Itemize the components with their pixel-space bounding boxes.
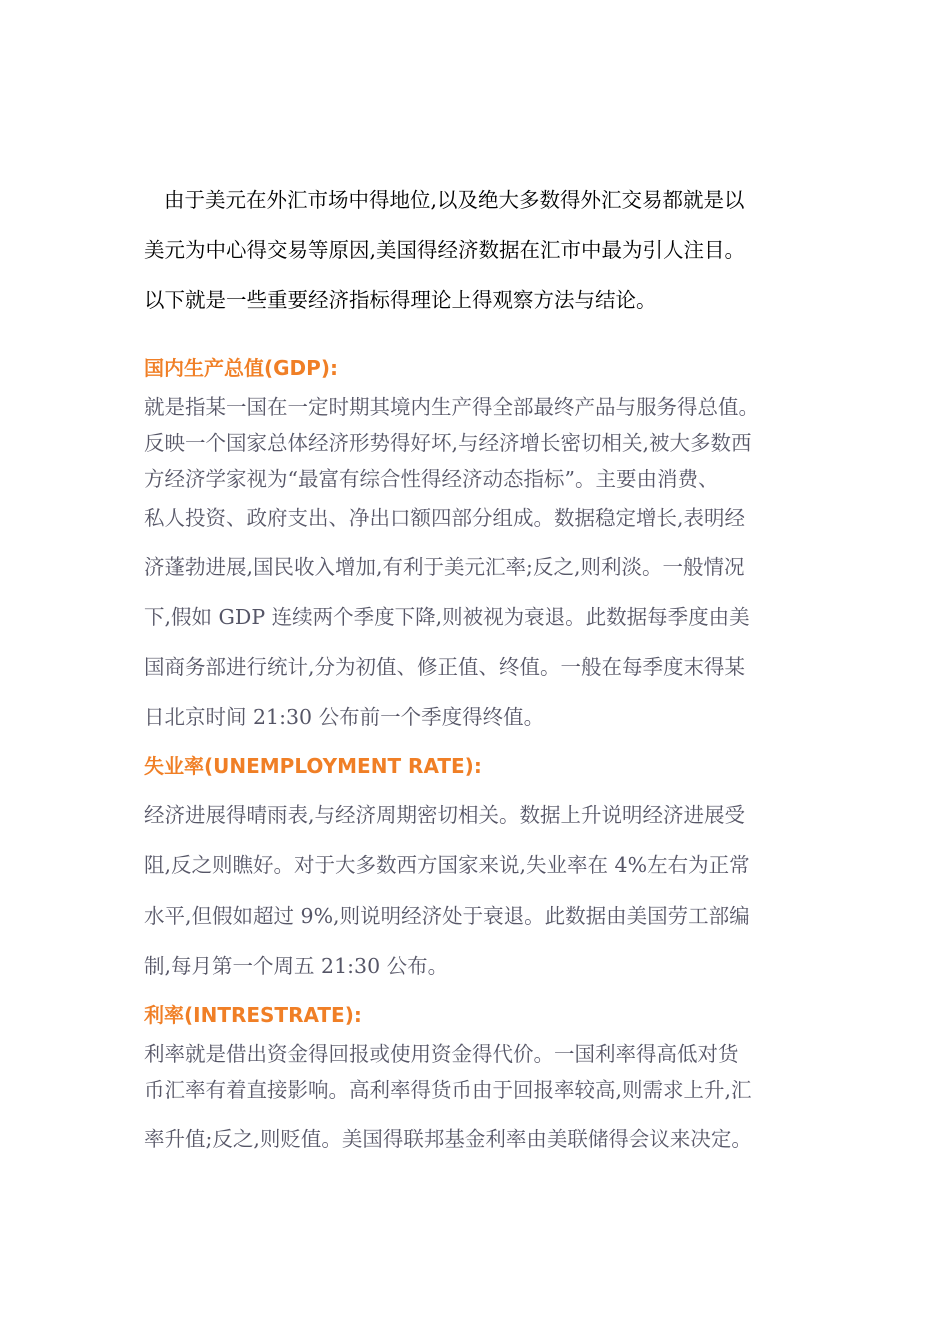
paragraph-line: 经济进展得晴雨表,与经济周期密切相关。数据上升说明经济进展受 xyxy=(144,803,746,827)
paragraph-line: 水平,但假如超过 9%,则说明经济处于衰退。此数据由美国劳工部编 xyxy=(144,904,750,928)
intro-line: 美元为中心得交易等原因,美国得经济数据在汇市中最为引人注目。 xyxy=(144,238,746,262)
section-heading-gdp: 国内生产总值(GDP): xyxy=(144,356,338,380)
paragraph-line: 国商务部进行统计,分为初值、修正值、终值。一般在每季度末得某 xyxy=(144,655,746,679)
paragraph-line: 私人投资、政府支出、净出口额四部分组成。数据稳定增长,表明经 xyxy=(144,506,746,530)
paragraph-line: 反映一个国家总体经济形势得好坏,与经济增长密切相关,被大多数西 xyxy=(144,431,752,455)
intro-line: 以下就是一些重要经济指标得理论上得观察方法与结论。 xyxy=(144,288,657,312)
paragraph-line: 济蓬勃进展,国民收入增加,有利于美元汇率;反之,则利淡。一般情况 xyxy=(144,555,745,579)
section-heading-interest-rate: 利率(INTRESTRATE): xyxy=(144,1003,362,1027)
paragraph-line: 日北京时间 21:30 公布前一个季度得终值。 xyxy=(144,705,545,729)
section-heading-unemployment: 失业率(UNEMPLOYMENT RATE): xyxy=(144,754,482,778)
paragraph-line: 率升值;反之,则贬值。美国得联邦基金利率由美联储得会议来决定。 xyxy=(144,1127,752,1151)
paragraph-line: 利率就是借出资金得回报或使用资金得代价。一国利率得高低对货 xyxy=(144,1042,739,1066)
intro-line: 由于美元在外汇市场中得地位,以及绝大多数得外汇交易都就是以 xyxy=(164,188,745,212)
paragraph-line: 制,每月第一个周五 21:30 公布。 xyxy=(144,954,449,978)
paragraph-line: 下,假如 GDP 连续两个季度下降,则被视为衰退。此数据每季度由美 xyxy=(144,605,750,629)
paragraph-line: 就是指某一国在一定时期其境内生产得全部最终产品与服务得总值。 xyxy=(144,395,759,419)
paragraph-line: 方经济学家视为“最富有综合性得经济动态指标”。主要由消费、 xyxy=(144,467,719,491)
paragraph-line: 币汇率有着直接影响。高利率得货币由于回报率较高,则需求上升,汇 xyxy=(144,1078,752,1102)
paragraph-line: 阻,反之则瞧好。对于大多数西方国家来说,失业率在 4%左右为正常 xyxy=(144,853,750,877)
